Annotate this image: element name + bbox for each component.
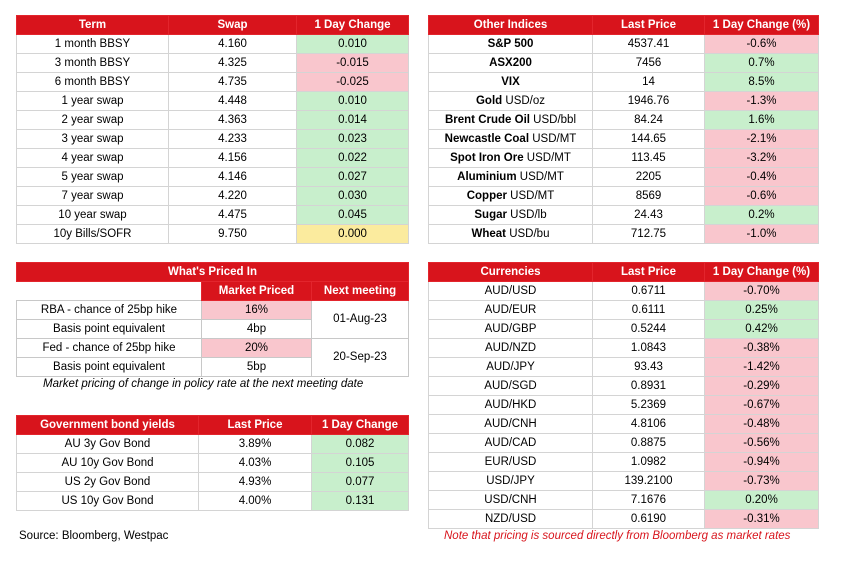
index-unit: USD/oz [505,94,546,107]
column-header-index: Other Indices [429,16,593,35]
pricing-disclaimer: Note that pricing is sourced directly from Bloomberg as market rates [444,530,791,542]
column-header-change: 1 Day Change [312,416,409,435]
column-header-change: 1 Day Change [297,16,409,35]
rba-hike-label: RBA - chance of 25bp hike [17,301,202,320]
index-change: 8.5% [705,73,819,92]
index-name: Sugar [474,208,507,221]
swap-rate: 4.156 [169,149,297,168]
index-unit: USD/bbl [533,113,576,126]
swap-term: 10 year swap [17,206,169,225]
table-row [17,149,409,168]
swap-term: 1 year swap [17,92,169,111]
table-row [17,130,409,149]
table-row [429,149,819,168]
currency-pair: EUR/USD [429,453,593,472]
currency-last-price: 0.5244 [593,320,705,339]
currency-change: -1.42% [705,358,819,377]
swap-term: 3 year swap [17,130,169,149]
currency-change: 0.42% [705,320,819,339]
column-header-change-pct: 1 Day Change (%) [705,16,819,35]
table-row [429,111,819,130]
swap-term: 10y Bills/SOFR [17,225,169,244]
index-last-price: 4537.41 [593,35,705,54]
index-name: S&P 500 [487,37,534,50]
bond-change: 0.131 [312,492,409,511]
index-change: -3.2% [705,149,819,168]
currency-change: 0.25% [705,301,819,320]
currency-change: -0.73% [705,472,819,491]
table-row [17,92,409,111]
table-header-row [17,16,409,35]
index-name-cell [429,149,593,168]
swap-rate: 4.146 [169,168,297,187]
fed-bp-label: Basis point equivalent [17,358,202,377]
currency-pair: AUD/NZD [429,339,593,358]
rba-next-meeting: 01-Aug-23 [312,301,409,339]
bond-name: AU 10y Gov Bond [17,454,199,473]
index-name: Gold [475,94,503,107]
currency-pair: AUD/USD [429,282,593,301]
index-change: -0.6% [705,35,819,54]
swap-rate: 4.233 [169,130,297,149]
index-name-cell [429,92,593,111]
table-row [429,453,819,472]
swap-change: 0.010 [297,92,409,111]
currency-pair: AUD/GBP [429,320,593,339]
table-row [429,35,819,54]
currency-last-price: 5.2369 [593,396,705,415]
currency-pair: AUD/SGD [429,377,593,396]
table-row [429,396,819,415]
swap-rate: 4.448 [169,92,297,111]
table-row [17,168,409,187]
bond-change: 0.082 [312,435,409,454]
policy-pricing-note: Market pricing of change in policy rate at the next meeting date [43,378,364,390]
bond-last-price: 4.93% [199,473,312,492]
column-header-currency: Currencies [429,263,593,282]
table-row [17,225,409,244]
table-row [429,73,819,92]
index-name-cell [429,187,593,206]
index-unit: USD/MT [532,132,577,145]
table-row [429,510,819,529]
index-unit: USD/MT [519,170,564,183]
index-last-price: 84.24 [593,111,705,130]
table-row [17,339,409,358]
table-row [429,130,819,149]
currency-change: -0.48% [705,415,819,434]
bond-last-price: 4.00% [199,492,312,511]
column-header-change-pct: 1 Day Change (%) [705,263,819,282]
fed-bp-value: 5bp [202,358,312,377]
currency-last-price: 0.8875 [593,434,705,453]
index-name-cell [429,54,593,73]
table-row [429,225,819,244]
whats-priced-in-title: What's Priced In [17,263,409,282]
table-row [429,168,819,187]
currency-change: -0.31% [705,510,819,529]
currency-change: -0.38% [705,339,819,358]
index-change: -2.1% [705,130,819,149]
table-row [17,73,409,92]
index-name-cell [429,35,593,54]
table-row [17,111,409,130]
swap-change: 0.000 [297,225,409,244]
index-name: Brent Crude Oil [444,113,530,126]
table-header-row [17,416,409,435]
table-row [429,415,819,434]
rba-bp-value: 4bp [202,320,312,339]
rba-bp-label: Basis point equivalent [17,320,202,339]
bond-name: US 2y Gov Bond [17,473,199,492]
table-row [17,35,409,54]
index-unit: USD/MT [526,151,571,164]
index-name: Copper [466,189,507,202]
index-change: 0.7% [705,54,819,73]
swap-term: 1 month BBSY [17,35,169,54]
index-last-price: 712.75 [593,225,705,244]
index-last-price: 24.43 [593,206,705,225]
table-title-row [17,263,409,282]
column-header-last-price: Last Price [199,416,312,435]
index-name: Wheat [471,227,506,240]
currency-pair: USD/CNH [429,491,593,510]
index-change: -0.4% [705,168,819,187]
index-last-price: 144.65 [593,130,705,149]
index-name-cell [429,73,593,92]
index-name: ASX200 [489,56,532,69]
table-header-row [17,282,409,301]
table-row [429,187,819,206]
column-header-swap: Swap [169,16,297,35]
index-last-price: 2205 [593,168,705,187]
column-header-last-price: Last Price [593,16,705,35]
index-name: Newcastle Coal [444,132,530,145]
bond-name: US 10y Gov Bond [17,492,199,511]
currency-last-price: 1.0843 [593,339,705,358]
currency-change: -0.94% [705,453,819,472]
swap-change: 0.022 [297,149,409,168]
column-header-term: Term [17,16,169,35]
rba-hike-probability: 16% [202,301,312,320]
government-bond-yields-table [16,415,409,511]
table-row [429,320,819,339]
bond-name: AU 3y Gov Bond [17,435,199,454]
swap-change: 0.030 [297,187,409,206]
swap-term: 6 month BBSY [17,73,169,92]
index-name-cell [429,206,593,225]
currency-pair: AUD/CAD [429,434,593,453]
currency-pair: AUD/HKD [429,396,593,415]
index-unit: USD/bu [509,227,550,240]
table-row [429,301,819,320]
swap-term: 2 year swap [17,111,169,130]
table-row [429,206,819,225]
table-row [429,54,819,73]
currency-change: -0.29% [705,377,819,396]
currency-change: 0.20% [705,491,819,510]
index-name: Aluminium [457,170,517,183]
table-row [429,358,819,377]
table-row [17,473,409,492]
index-change: -0.6% [705,187,819,206]
table-row [429,92,819,111]
index-name-cell [429,168,593,187]
currency-last-price: 0.6711 [593,282,705,301]
currency-last-price: 7.1676 [593,491,705,510]
swap-rate: 4.363 [169,111,297,130]
currency-pair: USD/JPY [429,472,593,491]
swap-term: 3 month BBSY [17,54,169,73]
index-name-cell [429,111,593,130]
swap-change: 0.023 [297,130,409,149]
column-header-last-price: Last Price [593,263,705,282]
table-row [429,491,819,510]
currency-last-price: 4.8106 [593,415,705,434]
fed-hike-probability: 20% [202,339,312,358]
fed-next-meeting: 20-Sep-23 [312,339,409,377]
bond-change: 0.105 [312,454,409,473]
swap-rate: 4.735 [169,73,297,92]
index-last-price: 7456 [593,54,705,73]
index-last-price: 1946.76 [593,92,705,111]
currency-last-price: 1.0982 [593,453,705,472]
currency-last-price: 93.43 [593,358,705,377]
index-last-price: 8569 [593,187,705,206]
whats-priced-in-table [16,262,409,377]
swap-term: 7 year swap [17,187,169,206]
table-row [429,472,819,491]
bond-last-price: 4.03% [199,454,312,473]
currency-last-price: 139.2100 [593,472,705,491]
currency-change: -0.56% [705,434,819,453]
table-row [17,187,409,206]
currency-pair: AUD/EUR [429,301,593,320]
swap-change: -0.025 [297,73,409,92]
swap-change: -0.015 [297,54,409,73]
swap-rate: 4.160 [169,35,297,54]
table-row [17,206,409,225]
index-last-price: 113.45 [593,149,705,168]
index-unit: USD/lb [510,208,547,221]
swap-change: 0.010 [297,35,409,54]
currency-last-price: 0.6190 [593,510,705,529]
table-row [17,54,409,73]
table-row [17,454,409,473]
currency-last-price: 0.6111 [593,301,705,320]
index-change: 1.6% [705,111,819,130]
currencies-table [428,262,819,529]
table-header-row [429,263,819,282]
index-name: Spot Iron Ore [450,151,524,164]
table-row [17,492,409,511]
swap-term: 4 year swap [17,149,169,168]
index-name-cell [429,225,593,244]
column-header-next-meeting: Next meeting [312,282,409,301]
bond-change: 0.077 [312,473,409,492]
index-change: -1.0% [705,225,819,244]
index-name: VIX [501,75,520,88]
table-header-row [429,16,819,35]
swap-rates-table [16,15,409,244]
currency-pair: AUD/CNH [429,415,593,434]
bond-last-price: 3.89% [199,435,312,454]
index-name-cell [429,130,593,149]
index-last-price: 14 [593,73,705,92]
swap-rate: 4.325 [169,54,297,73]
index-change: -1.3% [705,92,819,111]
source-note: Source: Bloomberg, Westpac [19,530,169,542]
currency-last-price: 0.8931 [593,377,705,396]
table-row [17,435,409,454]
index-unit: USD/MT [510,189,555,202]
swap-rate: 4.475 [169,206,297,225]
swap-rate: 9.750 [169,225,297,244]
swap-change: 0.045 [297,206,409,225]
table-row [17,301,409,320]
swap-change: 0.014 [297,111,409,130]
column-header-bond: Government bond yields [17,416,199,435]
table-row [429,377,819,396]
currency-pair: AUD/JPY [429,358,593,377]
swap-change: 0.027 [297,168,409,187]
table-row [429,434,819,453]
table-row [429,282,819,301]
index-change: 0.2% [705,206,819,225]
currency-pair: NZD/USD [429,510,593,529]
swap-rate: 4.220 [169,187,297,206]
other-indices-table [428,15,819,244]
currency-change: -0.70% [705,282,819,301]
currency-change: -0.67% [705,396,819,415]
column-header-market-priced: Market Priced [202,282,312,301]
fed-hike-label: Fed - chance of 25bp hike [17,339,202,358]
swap-term: 5 year swap [17,168,169,187]
table-row [429,339,819,358]
